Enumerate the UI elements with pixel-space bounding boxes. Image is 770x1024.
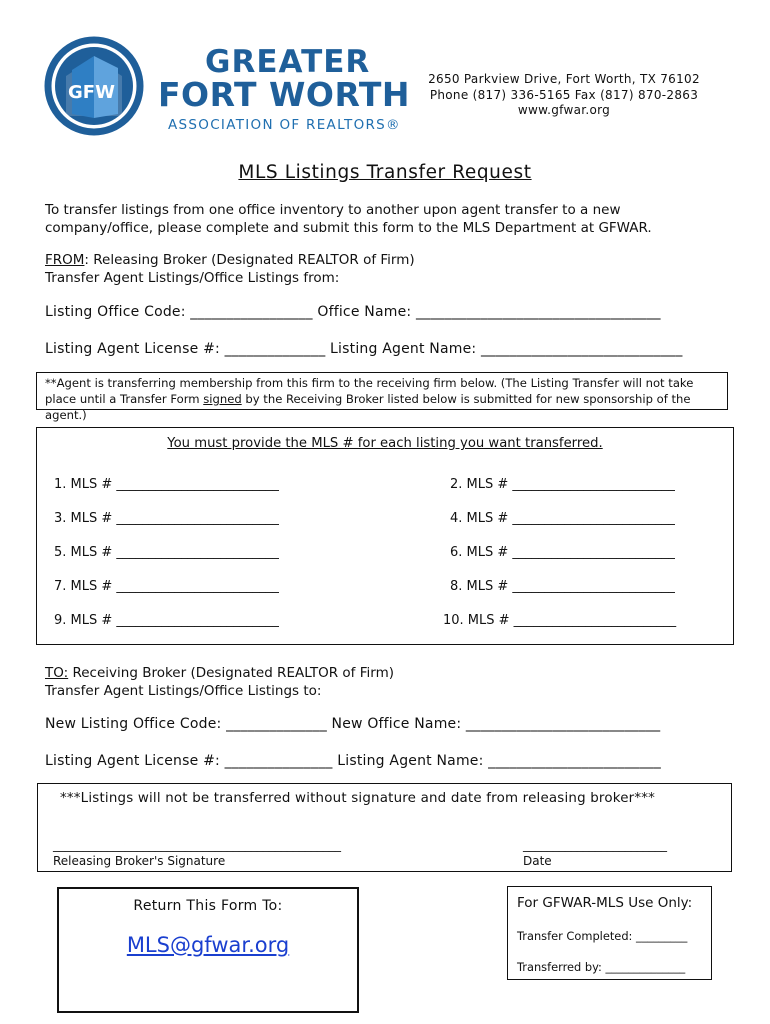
mls-field-3[interactable]: 3. MLS # _________________________	[54, 511, 279, 526]
from-agent-field[interactable]: Listing Agent License #: ______________ Listing Agent Name: ____________________________	[45, 341, 683, 357]
return-box	[57, 887, 359, 1013]
transfer-completed-field[interactable]: Transfer Completed: _________	[517, 929, 688, 943]
mls-field-5[interactable]: 5. MLS # _________________________	[54, 545, 279, 560]
mls-field-8[interactable]: 8. MLS # _________________________	[450, 579, 675, 594]
mls-field-9[interactable]: 9. MLS # _________________________	[54, 613, 279, 628]
to-agent-field[interactable]: Listing Agent License #: _______________ Listing Agent Name: ________________________	[45, 753, 661, 769]
notice-signed: signed	[203, 392, 242, 406]
notice-text-after: by the Receiving Broker listed below is submitted for new sponsorship of the agent.)	[45, 392, 691, 422]
to-label: TO:	[45, 665, 69, 681]
from-heading	[45, 251, 415, 269]
office-use-box	[507, 886, 712, 980]
logo-monogram: GFW	[68, 82, 115, 103]
brand-line-greater: GREATER	[205, 44, 371, 80]
mls-box-heading: You must provide the MLS # for each listing you want transferred.	[167, 436, 603, 451]
mls-field-6[interactable]: 6. MLS # _________________________	[450, 545, 675, 560]
form-title: MLS Listings Transfer Request	[238, 162, 532, 183]
address-block	[420, 72, 708, 119]
from-sublabel: Transfer Agent Listings/Office Listings from:	[45, 270, 340, 286]
return-email-link[interactable]: MLS@gfwar.org	[126, 933, 290, 957]
broker-signature-label: Releasing Broker's Signature	[53, 854, 226, 868]
mls-field-1[interactable]: 1. MLS # _________________________	[54, 477, 279, 492]
from-label: FROM	[45, 252, 85, 268]
gfw-logo-icon	[44, 36, 144, 136]
mls-numbers-box	[36, 427, 734, 645]
to-office-code-field[interactable]: New Listing Office Code: ______________ New Office Name: ___________________________	[45, 716, 661, 732]
mls-field-2[interactable]: 2. MLS # _________________________	[450, 477, 675, 492]
return-title: Return This Form To:	[133, 898, 283, 914]
from-label-suffix: : Releasing Broker (Designated REALTOR of Firm)	[84, 252, 415, 268]
address-phone-fax: Phone (817) 336-5165 Fax (817) 870-2863	[429, 87, 699, 102]
form-intro: To transfer listings from one office inventory to another upon agent transfer to a new company/office, please complete and submit this form to the MLS Department at GFWAR.	[45, 202, 652, 236]
broker-signature-field[interactable]: ________________________________________________	[53, 838, 341, 852]
to-label-suffix: Receiving Broker (Designated REALTOR of Firm)	[68, 665, 394, 681]
brand-line-fort-worth: FORT WORTH	[158, 75, 411, 114]
address-street: 2650 Parkview Drive, Fort Worth, TX 76102	[428, 72, 700, 86]
transferred-by-field[interactable]: Transferred by: ______________	[517, 960, 686, 974]
notice-text-before: **Agent is transferring membership from this firm to the receiving firm below. (The Listing Transfer will not take place until a Transfer Form	[45, 376, 694, 406]
transfer-notice	[36, 372, 728, 422]
from-office-code-field[interactable]: Listing Office Code: _________________ Office Name: __________________________________	[45, 304, 661, 320]
brand-line-association: ASSOCIATION OF REALTORS®	[168, 117, 401, 133]
signature-warning: ***Listings will not be transferred without signature and date from releasing broker***	[60, 791, 656, 806]
office-use-title: For GFWAR-MLS Use Only:	[517, 895, 693, 911]
signature-box	[37, 783, 732, 872]
mls-field-4[interactable]: 4. MLS # _________________________	[450, 511, 675, 526]
to-sublabel: Transfer Agent Listings/Office Listings to:	[45, 683, 322, 699]
mls-field-7[interactable]: 7. MLS # _________________________	[54, 579, 279, 594]
address-website[interactable]: www.gfwar.org	[517, 103, 611, 117]
signature-date-label: Date	[523, 854, 552, 868]
signature-date-field[interactable]: ________________________	[523, 838, 667, 852]
mls-field-10[interactable]: 10. MLS # _________________________	[443, 613, 677, 628]
to-heading	[45, 664, 394, 682]
